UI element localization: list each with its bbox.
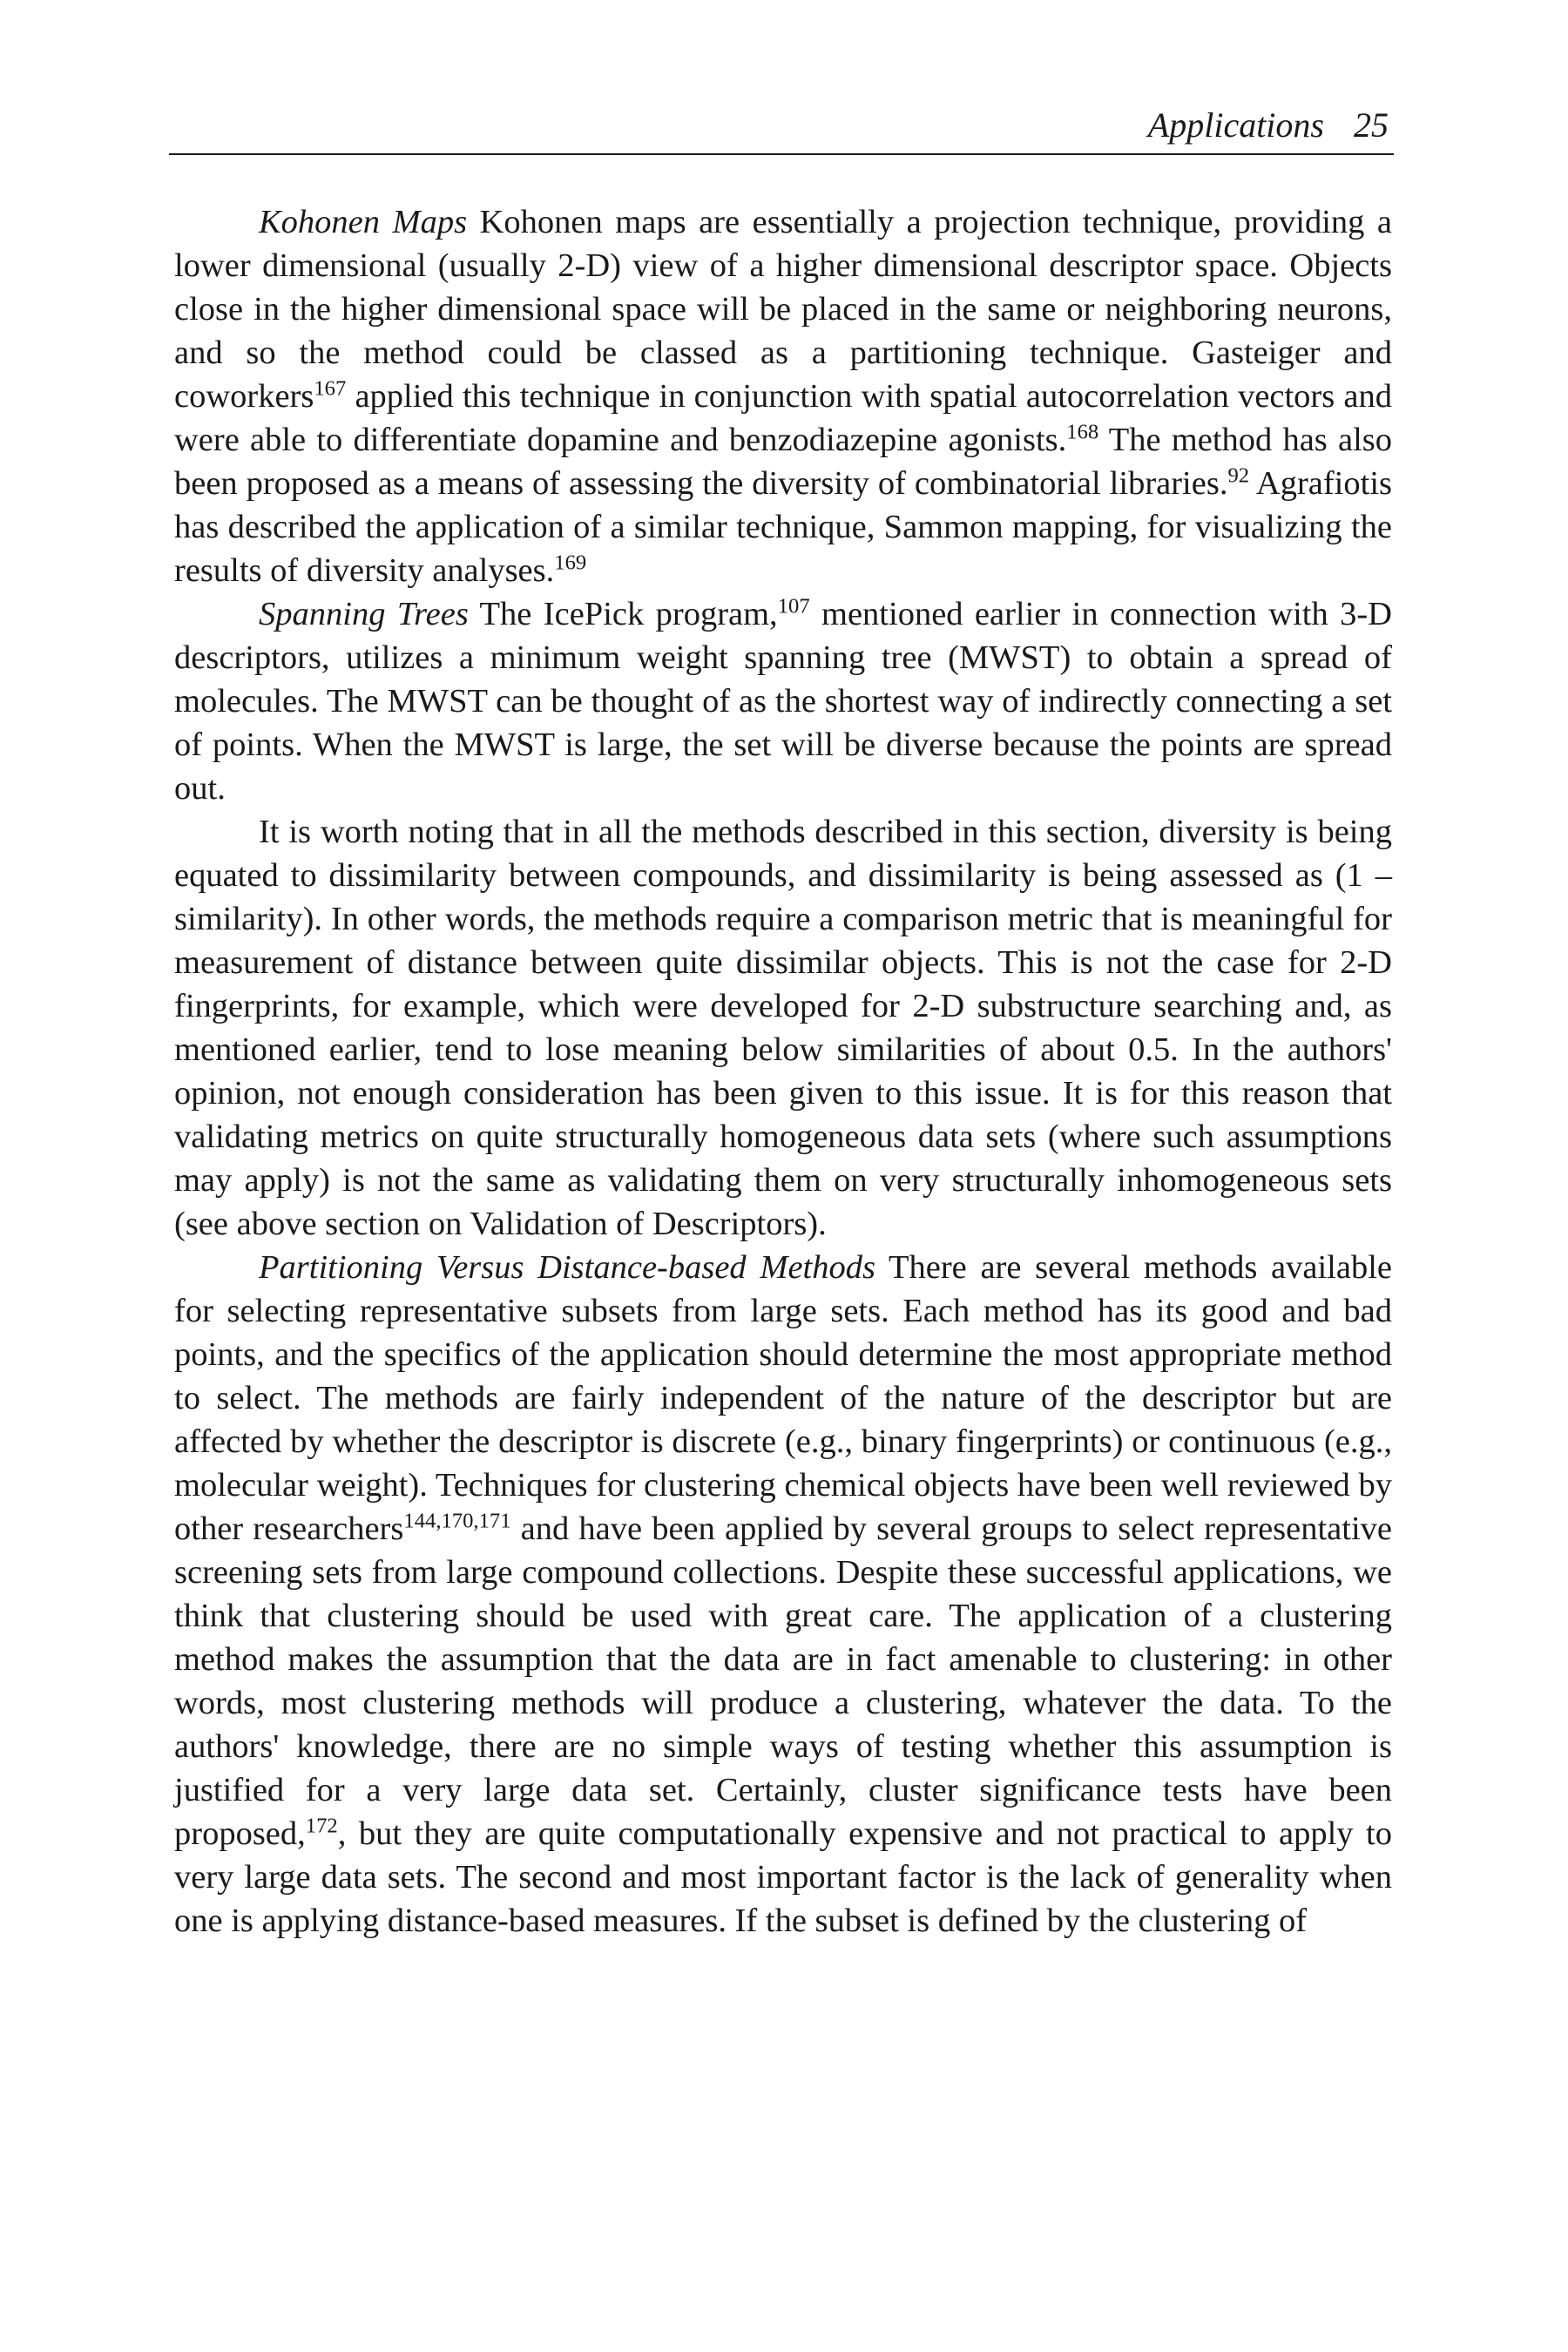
citation-ref: 92 [1227, 463, 1250, 488]
paragraph-text: , but they are quite computationally expensive and not practical to apply to very large data sets. The second and most important factor is the lack of generality when one is applying distance-based measures. If the subset is defined by the clustering of [174, 1815, 1392, 1939]
paragraph-text: and have been applied by several groups to select representative screening sets from large compound collections. Despite these successful applications, we think that clustering should be used with great care. The application of a clustering method makes the assumption that the data are in fact amenable to clustering: in other words, most clustering methods will produce a clustering, whatever the data. To the authors' knowledge, there are no simple ways of testing whether this assumption is justified for a very large data set. Certainly, cluster significance tests have been proposed, [174, 1511, 1392, 1852]
paragraph-lead-heading: Partitioning Versus Distance-based Methods [259, 1249, 875, 1286]
paragraph-text: Kohonen maps are essentially a projection technique, providing a lower dimensional (usually 2-D) view of a higher dimensional descriptor space. Objects close in the higher dimensional space will be placed in the same or neighboring neurons, and so the method could be classed as a partitioning technique. Gasteiger and coworkers [174, 204, 1393, 415]
paragraph-kohonen-maps [174, 200, 1392, 592]
section-title: Applications [1147, 105, 1324, 145]
body-text [174, 200, 1392, 1943]
citation-ref: 107 [777, 594, 810, 618]
paragraph-text: The method has also been proposed as a means of assessing the diversity of combinatorial libraries. [174, 422, 1392, 502]
paragraph-text: mentioned earlier in connection with 3-D descriptors, utilizes a minimum weight spanning tree (MWST) to obtain a spread of molecules. The MWST can be thought of as the shortest way of indirectly connecting a set of points. When the MWST is large, the set will be diverse because the points are spread out. [174, 596, 1392, 807]
citation-ref: 168 [1066, 420, 1099, 444]
citation-ref: 144,170,171 [403, 1509, 511, 1533]
paragraph-partitioning-versus-distance [174, 1246, 1392, 1943]
citation-ref: 167 [314, 376, 347, 401]
paragraph-text: It is worth noting that in all the methods described in this section, diversity is being equated to dissimilarity between compounds, and dissimilarity is being assessed as (1 – similarity). In other words, the methods require a comparison metric that is meaningful for measurement of distance between quite dissimilar objects. This is not the case for 2-D fingerprints, for example, which were developed for 2-D substructure searching and, as mentioned earlier, tend to lose meaning below similarities of about 0.5. In the authors' opinion, not enough consideration has been given to this issue. It is for this reason that validating metrics on quite structurally homogeneous data sets (where such assumptions may apply) is not the same as validating them on very structurally inhomogeneous sets (see above section on Validation of Descriptors). [174, 814, 1392, 1242]
paragraph-text: The IcePick program, [468, 596, 778, 632]
page-number: 25 [1354, 105, 1389, 145]
running-head-text [1148, 105, 1389, 146]
paragraph-lead-heading: Spanning Trees [259, 596, 469, 632]
paragraph-text: Agrafiotis has described the application of a similar technique, Sammon mapping, for visualizing the results of diversity analyses. [174, 465, 1392, 589]
running-head [169, 103, 1394, 155]
paragraph-text: There are several methods available for selecting representative subsets from large sets. Each method has its good and bad points, and the specifics of the application should determine the most appropriate method to select. The methods are fairly independent of the nature of the descriptor but are affected by whether the descriptor is discrete (e.g., binary fingerprints) or continuous (e.g., molecular weight). Techniques for clustering chemical objects have been well reviewed by other researchers [174, 1249, 1392, 1547]
paragraph-spanning-trees [174, 592, 1392, 810]
citation-ref: 169 [554, 551, 587, 575]
paragraph-text: applied this technique in conjunction with spatial autocorrelation vectors and were able to differentiate dopamine and benzodiazepine agonists. [174, 378, 1392, 458]
paragraph-lead-heading: Kohonen Maps [259, 204, 468, 240]
citation-ref: 172 [305, 1814, 338, 1838]
paragraph-diversity-note [174, 810, 1392, 1246]
